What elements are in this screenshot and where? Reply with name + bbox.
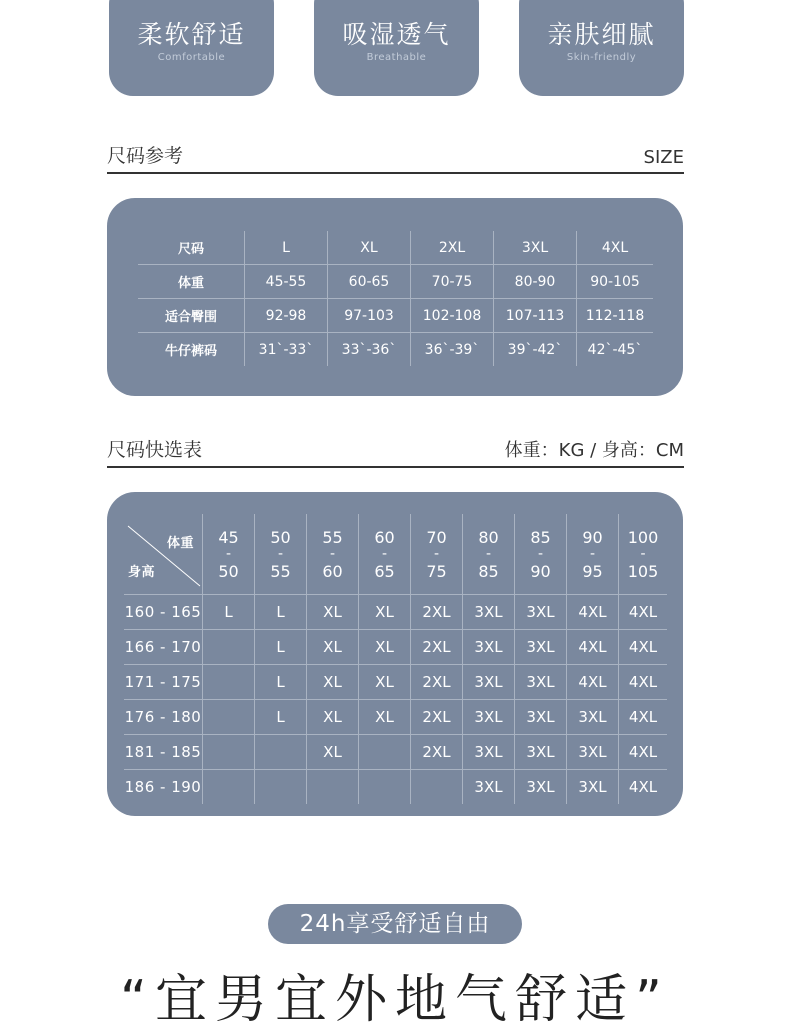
weight-low: 80 bbox=[478, 527, 499, 547]
table-cell: 4XL bbox=[619, 630, 668, 665]
weight-high: 55 bbox=[270, 561, 291, 581]
table-row bbox=[124, 735, 667, 770]
table-cell: XL bbox=[359, 700, 411, 735]
table-cell: 3XL bbox=[515, 595, 567, 630]
table-cell: 2XL bbox=[411, 595, 463, 630]
feature-subtitle: Comfortable bbox=[157, 52, 226, 63]
table-cell: XL bbox=[359, 595, 411, 630]
table-cell: 42`-45` bbox=[577, 333, 654, 367]
weight-dash: - bbox=[225, 545, 232, 562]
size-ref-label: SIZE bbox=[643, 147, 684, 168]
table-cell: 4XL bbox=[619, 735, 668, 770]
weight-low: 100 bbox=[627, 527, 659, 547]
table-cell: 4XL bbox=[619, 595, 668, 630]
height-range: 160 - 165 bbox=[124, 595, 203, 630]
weight-low: 50 bbox=[270, 527, 291, 547]
table-cell: 4XL bbox=[619, 700, 668, 735]
table-cell: 60-65 bbox=[328, 265, 411, 299]
table-cell: XL bbox=[307, 735, 359, 770]
weight-dash: - bbox=[537, 545, 544, 562]
table-cell: XL bbox=[307, 630, 359, 665]
table-cell: 4XL bbox=[619, 665, 668, 700]
size-ref-table bbox=[138, 231, 653, 366]
weight-low: 55 bbox=[322, 527, 343, 547]
table-row bbox=[138, 265, 653, 299]
weight-header bbox=[463, 514, 515, 595]
slogan-heading: “宜男宜外地气舒适” bbox=[120, 970, 670, 1030]
comfort-banner: 24h享受舒适自由 bbox=[268, 904, 522, 944]
table-cell bbox=[203, 700, 255, 735]
table-cell: 牛仔裤码 bbox=[164, 344, 217, 359]
table-cell: 3XL bbox=[515, 735, 567, 770]
weight-high: 95 bbox=[582, 561, 603, 581]
height-range: 181 - 185 bbox=[124, 735, 203, 770]
corner-height-label: 身高 bbox=[128, 565, 156, 580]
table-cell: 3XL bbox=[515, 665, 567, 700]
table-row bbox=[124, 770, 667, 805]
quick-size-units: 体重：KG / 身高：CM bbox=[504, 440, 684, 461]
quick-size-header bbox=[107, 436, 684, 468]
table-cell: 112-118 bbox=[577, 299, 654, 333]
table-cell: XL bbox=[359, 665, 411, 700]
table-cell: L bbox=[255, 630, 307, 665]
table-cell: 2XL bbox=[411, 735, 463, 770]
height-range: 176 - 180 bbox=[124, 700, 203, 735]
table-cell: 3XL bbox=[567, 770, 619, 805]
table-cell: 3XL bbox=[494, 231, 577, 265]
table-cell: L bbox=[255, 665, 307, 700]
table-cell: XL bbox=[359, 630, 411, 665]
feature-title: 吸湿透气 bbox=[342, 20, 451, 49]
weight-dash: - bbox=[589, 545, 596, 562]
table-cell: 31`-33` bbox=[245, 333, 328, 367]
table-cell: 92-98 bbox=[245, 299, 328, 333]
weight-dash: - bbox=[640, 545, 646, 562]
corner-cell bbox=[124, 514, 203, 595]
weight-dash: - bbox=[433, 545, 440, 562]
weight-low: 85 bbox=[530, 527, 551, 547]
table-cell: L bbox=[255, 595, 307, 630]
table-cell: 3XL bbox=[515, 630, 567, 665]
table-cell bbox=[203, 735, 255, 770]
weight-low: 90 bbox=[582, 527, 603, 547]
table-cell bbox=[307, 770, 359, 805]
table-row bbox=[138, 299, 653, 333]
feature-badge-skin-friendly bbox=[519, 0, 684, 96]
table-cell: 33`-36` bbox=[328, 333, 411, 367]
weight-header bbox=[567, 514, 619, 595]
weight-low: 60 bbox=[374, 527, 395, 547]
table-row bbox=[124, 595, 667, 630]
table-cell: 3XL bbox=[463, 665, 515, 700]
table-cell bbox=[411, 770, 463, 805]
weight-high: 85 bbox=[478, 561, 499, 581]
table-cell: 4XL bbox=[567, 665, 619, 700]
table-row bbox=[138, 231, 653, 265]
table-cell: 适合臀围 bbox=[138, 299, 245, 333]
height-range: 166 - 170 bbox=[124, 630, 203, 665]
table-cell: 2XL bbox=[411, 630, 463, 665]
table-cell: XL bbox=[307, 595, 359, 630]
feature-title: 亲肤细腻 bbox=[547, 20, 656, 49]
table-cell: L bbox=[203, 595, 255, 630]
weight-high: 65 bbox=[374, 561, 395, 581]
weight-dash: - bbox=[329, 545, 336, 562]
size-ref-header bbox=[107, 142, 684, 174]
weight-high: 105 bbox=[627, 561, 659, 581]
table-cell: 2XL bbox=[411, 700, 463, 735]
table-row bbox=[138, 333, 653, 367]
table-cell bbox=[255, 735, 307, 770]
weight-header bbox=[619, 514, 668, 595]
weight-high: 60 bbox=[322, 561, 343, 581]
weight-high: 50 bbox=[218, 561, 239, 581]
size-ref-panel bbox=[107, 198, 683, 396]
table-cell: 107-113 bbox=[494, 299, 577, 333]
feature-subtitle: Skin-friendly bbox=[566, 52, 637, 63]
table-cell: 3XL bbox=[567, 735, 619, 770]
table-cell: 3XL bbox=[463, 595, 515, 630]
weight-header bbox=[359, 514, 411, 595]
table-cell: 3XL bbox=[463, 770, 515, 805]
table-cell: 102-108 bbox=[411, 299, 494, 333]
table-cell: 80-90 bbox=[494, 265, 577, 299]
table-cell bbox=[359, 770, 411, 805]
table-cell: 3XL bbox=[567, 700, 619, 735]
table-cell: 2XL bbox=[411, 665, 463, 700]
table-row bbox=[124, 665, 667, 700]
table-cell bbox=[203, 770, 255, 805]
table-cell bbox=[255, 770, 307, 805]
table-cell: 36`-39` bbox=[411, 333, 494, 367]
weight-header bbox=[411, 514, 463, 595]
height-range: 186 - 190 bbox=[124, 778, 202, 796]
table-cell: 3XL bbox=[463, 735, 515, 770]
table-cell: 3XL bbox=[463, 630, 515, 665]
feature-badge-comfortable bbox=[109, 0, 274, 96]
table-cell bbox=[359, 735, 411, 770]
weight-dash: - bbox=[381, 545, 388, 562]
quick-size-panel bbox=[107, 492, 683, 816]
weight-header bbox=[255, 514, 307, 595]
weight-high: 75 bbox=[426, 561, 447, 581]
table-cell: 4XL bbox=[567, 630, 619, 665]
feature-title: 柔软舒适 bbox=[137, 20, 246, 49]
feature-badge-breathable bbox=[314, 0, 479, 96]
weight-low: 70 bbox=[426, 527, 447, 547]
table-cell: 4XL bbox=[619, 770, 668, 805]
table-cell: 45-55 bbox=[245, 265, 328, 299]
table-cell: XL bbox=[307, 700, 359, 735]
table-cell bbox=[203, 630, 255, 665]
weight-high: 90 bbox=[530, 561, 551, 581]
weight-low: 45 bbox=[218, 527, 239, 547]
table-cell: 3XL bbox=[463, 700, 515, 735]
size-ref-title: 尺码参考 bbox=[107, 145, 184, 167]
corner-weight-label: 体重 bbox=[166, 536, 194, 551]
quick-size-table bbox=[124, 514, 667, 804]
table-cell: 体重 bbox=[138, 265, 245, 299]
table-cell: 70-75 bbox=[411, 265, 494, 299]
table-cell bbox=[203, 665, 255, 700]
table-cell: 97-103 bbox=[328, 299, 411, 333]
weight-header bbox=[307, 514, 359, 595]
quick-size-title: 尺码快选表 bbox=[107, 439, 203, 461]
table-cell: 4XL bbox=[567, 595, 619, 630]
table-cell: L bbox=[245, 231, 328, 265]
diagonal-divider bbox=[124, 514, 202, 594]
table-row bbox=[124, 700, 667, 735]
table-cell: 4XL bbox=[577, 231, 654, 265]
table-cell: 3XL bbox=[515, 700, 567, 735]
table-row bbox=[124, 630, 667, 665]
table-cell: 2XL bbox=[411, 231, 494, 265]
table-header-row bbox=[124, 514, 667, 595]
table-cell: 3XL bbox=[515, 770, 567, 805]
table-cell: 39`-42` bbox=[494, 333, 577, 367]
table-cell: L bbox=[255, 700, 307, 735]
height-range: 171 - 175 bbox=[124, 665, 203, 700]
feature-subtitle: Breathable bbox=[366, 52, 427, 63]
weight-header bbox=[515, 514, 567, 595]
weight-dash: - bbox=[277, 545, 284, 562]
table-cell: XL bbox=[307, 665, 359, 700]
weight-dash: - bbox=[485, 545, 492, 562]
weight-header bbox=[203, 514, 255, 595]
table-cell: XL bbox=[328, 231, 411, 265]
table-cell: 尺码 bbox=[138, 231, 245, 265]
table-cell: 90-105 bbox=[577, 265, 654, 299]
